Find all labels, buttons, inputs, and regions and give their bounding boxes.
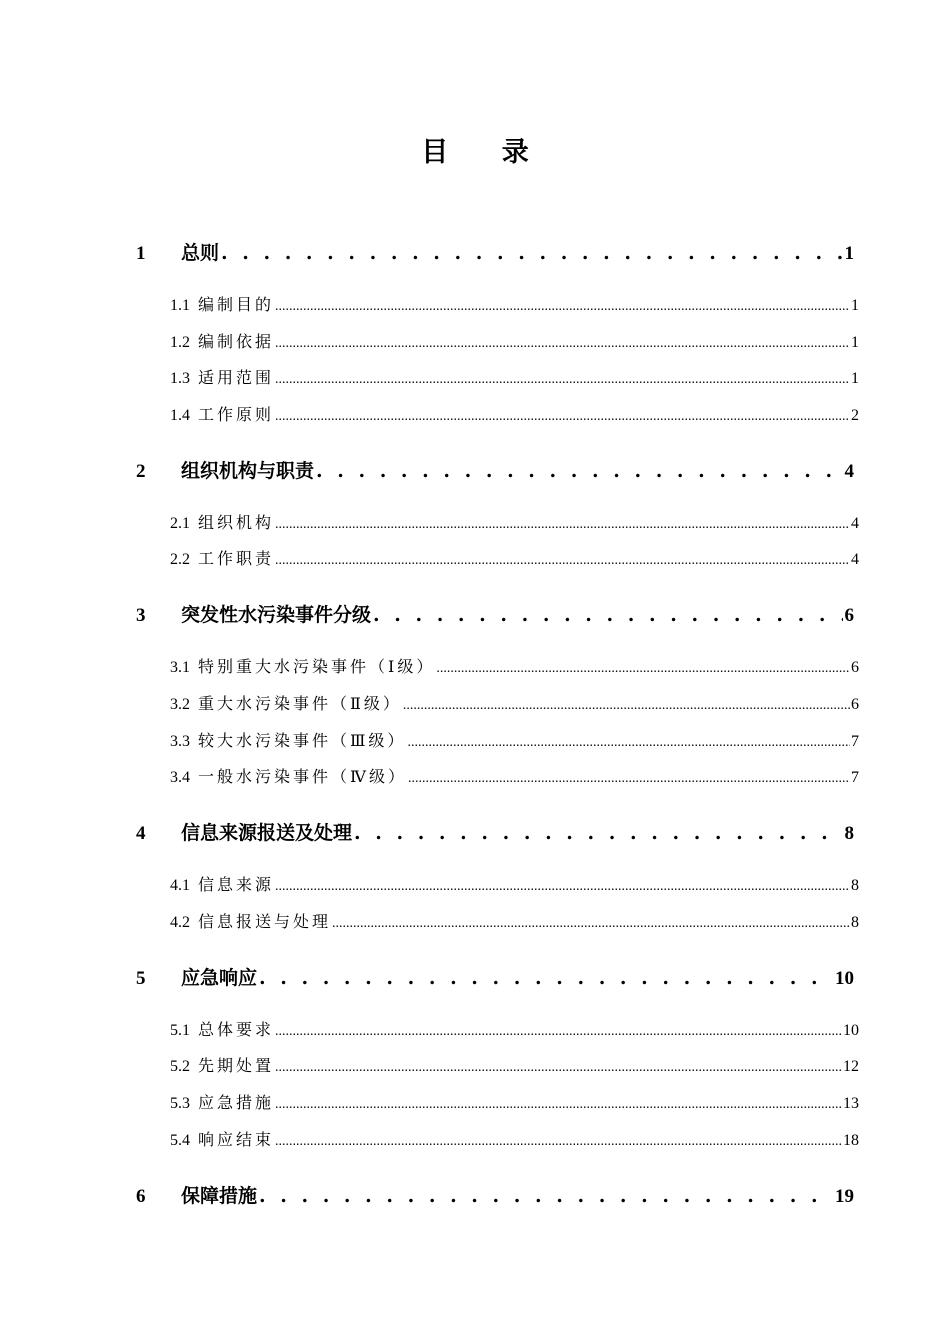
toc-entry-title: 组织机构 bbox=[198, 512, 275, 532]
toc-entry-title: 信息来源报送及处理 bbox=[181, 822, 353, 845]
toc-dot-leader bbox=[275, 1020, 842, 1040]
toc-dot-leader bbox=[275, 1093, 842, 1113]
toc-entry-title: 信息报送与处理 bbox=[198, 911, 332, 931]
toc-chapter-entry[interactable] bbox=[136, 456, 854, 483]
toc-dot-leader bbox=[275, 875, 850, 895]
toc-entry-number: 2.2 bbox=[170, 551, 190, 569]
toc-entry-page-number: 6 bbox=[844, 605, 854, 627]
toc-entry-number: 3.1 bbox=[170, 659, 190, 677]
toc-entry-title: 应急措施 bbox=[198, 1093, 275, 1112]
toc-entry-page-number: 19 bbox=[835, 1185, 854, 1207]
toc-chapter-entry[interactable] bbox=[136, 963, 854, 990]
toc-entry-number: 3.2 bbox=[170, 696, 190, 713]
toc-entry-page-number: 4 bbox=[851, 514, 859, 532]
toc-entry-page-number: 6 bbox=[851, 696, 859, 713]
toc-entry-title: 工作原则 bbox=[198, 404, 275, 424]
toc-entry-page-number: 8 bbox=[844, 823, 854, 845]
toc-dot-leader bbox=[275, 549, 850, 569]
toc-section-entry[interactable] bbox=[170, 1053, 859, 1076]
toc-entry-page-number: 8 bbox=[851, 877, 859, 895]
toc-chapter-entry[interactable] bbox=[136, 600, 854, 627]
toc-section-entry[interactable] bbox=[170, 1127, 859, 1150]
toc-entry-title: 保障措施 bbox=[181, 1184, 258, 1207]
toc-entry-title: 适用范围 bbox=[198, 368, 275, 388]
toc-entry-title: 总体要求 bbox=[198, 1019, 275, 1039]
toc-entry-number: 5.1 bbox=[170, 1021, 190, 1039]
toc-entry-number: 1.4 bbox=[170, 406, 190, 424]
toc-section-entry[interactable] bbox=[170, 402, 859, 425]
toc-entry-title: 突发性水污染事件分级 bbox=[181, 604, 372, 627]
toc-entry-page-number: 7 bbox=[851, 732, 859, 750]
toc-entry-number: 2.1 bbox=[170, 514, 190, 532]
toc-section-entry[interactable] bbox=[170, 546, 859, 569]
toc-entry-title: 较大水污染事件（Ⅲ级） bbox=[198, 730, 407, 750]
toc-dot-leader bbox=[373, 604, 842, 626]
toc-dot-leader bbox=[275, 1130, 842, 1150]
toc-dot-leader bbox=[275, 513, 850, 533]
toc-section-entry[interactable] bbox=[170, 292, 859, 315]
toc-entry-title: 编制目的 bbox=[198, 295, 275, 314]
toc-entry-title: 编制依据 bbox=[198, 331, 275, 351]
toc-entry-number: 1 bbox=[136, 243, 146, 264]
toc-dot-leader bbox=[316, 460, 842, 482]
toc-dot-leader bbox=[275, 295, 850, 315]
toc-entry-title: 组织机构与职责 bbox=[181, 459, 315, 482]
toc-section-entry[interactable] bbox=[170, 1017, 859, 1040]
toc-entry-page-number: 4 bbox=[844, 460, 854, 482]
toc-entry-title: 工作职责 bbox=[198, 549, 275, 569]
toc-dot-leader bbox=[221, 242, 842, 264]
toc-entry-number: 5.2 bbox=[170, 1058, 190, 1076]
toc-dot-leader bbox=[436, 657, 850, 677]
toc-entry-title: 特别重大水污染事件（Ⅰ级） bbox=[198, 657, 436, 677]
toc-entry-number: 1.1 bbox=[170, 297, 190, 314]
toc-dot-leader bbox=[275, 405, 850, 425]
toc-entry-title: 应急响应 bbox=[181, 966, 258, 989]
toc-section-entry[interactable] bbox=[170, 329, 859, 352]
toc-entry-number: 5.4 bbox=[170, 1131, 190, 1149]
toc-entry-number: 4 bbox=[136, 823, 146, 845]
toc-section-entry[interactable] bbox=[170, 365, 859, 388]
toc-entry-number: 4.2 bbox=[170, 913, 190, 931]
toc-section-entry[interactable] bbox=[170, 1090, 859, 1113]
toc-entry-page-number: 8 bbox=[851, 913, 859, 931]
toc-entry-title: 重大水污染事件（Ⅱ级） bbox=[198, 694, 402, 713]
toc-dot-leader bbox=[332, 912, 850, 932]
toc-section-entry[interactable] bbox=[170, 654, 859, 677]
toc-section-entry[interactable] bbox=[170, 764, 859, 787]
toc-dot-leader bbox=[275, 1056, 842, 1076]
toc-entry-number: 4.1 bbox=[170, 877, 190, 895]
toc-entry-number: 3.3 bbox=[170, 732, 190, 750]
toc-dot-leader bbox=[407, 731, 850, 751]
toc-entry-page-number: 10 bbox=[835, 967, 854, 989]
toc-entry-page-number: 10 bbox=[843, 1021, 859, 1039]
toc-section-entry[interactable] bbox=[170, 510, 859, 533]
page-title: 目 录 bbox=[421, 137, 551, 168]
toc-dot-leader bbox=[354, 822, 842, 844]
toc-dot-leader bbox=[275, 368, 850, 388]
toc-chapter-entry[interactable] bbox=[136, 1181, 854, 1208]
toc-entry-title: 一般水污染事件（Ⅳ级） bbox=[198, 767, 407, 787]
toc-entry-page-number: 1 bbox=[851, 297, 859, 314]
toc-entry-title: 总则 bbox=[181, 242, 220, 264]
toc-entry-number: 5.3 bbox=[170, 1095, 190, 1112]
toc-entry-number: 3 bbox=[136, 605, 146, 627]
toc-entry-number: 2 bbox=[136, 460, 146, 482]
toc-section-entry[interactable] bbox=[170, 872, 859, 895]
toc-dot-leader bbox=[259, 1185, 833, 1207]
toc-entry-page-number: 1 bbox=[851, 333, 859, 351]
toc-dot-leader bbox=[408, 767, 850, 787]
toc-section-entry[interactable] bbox=[170, 909, 859, 932]
toc-entry-page-number: 7 bbox=[851, 769, 859, 787]
toc-entry-page-number: 6 bbox=[851, 659, 859, 677]
toc-entry-page-number: 1 bbox=[851, 370, 859, 388]
toc-entry-page-number: 4 bbox=[851, 551, 859, 569]
toc-entry-number: 5 bbox=[136, 967, 146, 989]
toc-entry-number: 1.2 bbox=[170, 333, 190, 351]
toc-section-entry[interactable] bbox=[170, 691, 859, 714]
toc-dot-leader bbox=[403, 694, 850, 714]
toc-entry-page-number: 1 bbox=[844, 243, 854, 264]
toc-entry-title: 信息来源 bbox=[198, 875, 275, 895]
toc-chapter-entry[interactable] bbox=[136, 818, 854, 845]
toc-entry-page-number: 12 bbox=[843, 1058, 859, 1076]
toc-entry-number: 1.3 bbox=[170, 370, 190, 388]
toc-entry-page-number: 2 bbox=[851, 406, 859, 424]
toc-dot-leader bbox=[259, 967, 833, 989]
toc-entry-title: 响应结束 bbox=[198, 1129, 275, 1149]
toc-entry-page-number: 18 bbox=[843, 1131, 859, 1149]
toc-entry-number: 3.4 bbox=[170, 769, 190, 787]
toc-section-entry[interactable] bbox=[170, 728, 859, 751]
toc-entry-title: 先期处置 bbox=[198, 1056, 275, 1076]
toc-entry-page-number: 13 bbox=[843, 1095, 859, 1112]
toc-entry-number: 6 bbox=[136, 1185, 146, 1207]
toc-chapter-entry[interactable] bbox=[136, 238, 854, 265]
toc-dot-leader bbox=[275, 332, 850, 352]
